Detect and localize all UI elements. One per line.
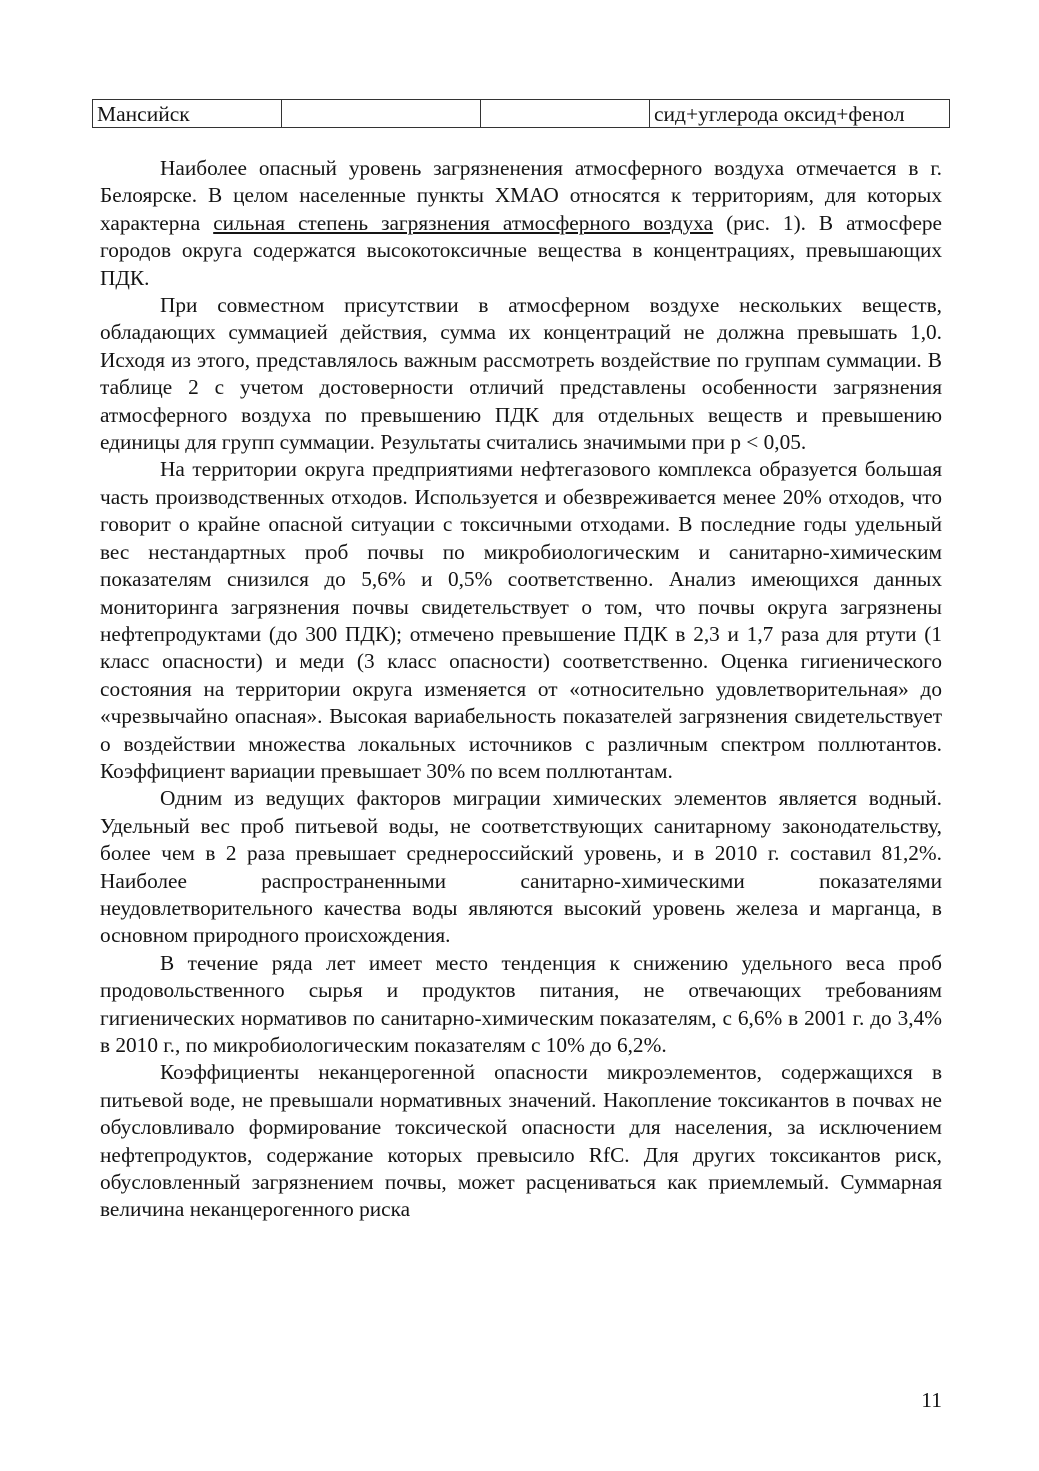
paragraph-text: Наиболее опасный уровень загрязненения атмосферного воздуха отмечается в г. Белоярске. В целом населенные пункты ХМАО относятся к территориям, для которых характерна [100, 156, 942, 235]
table-cell: Мансийск [93, 100, 282, 128]
body-text [100, 155, 942, 1224]
table-cell: сид+углерода оксид+фенол [650, 100, 950, 128]
table-row [93, 100, 950, 128]
underlined-phrase: сильная степень загрязнения атмосферного воздуха [213, 210, 714, 235]
paragraph: На территории округа предприятиями нефтегазового комплекса образуется большая часть производственных отходов. Используется и обезвреживается менее 20% отходов, что говорит о крайне опасной ситуации с токсичными отходами. В последние годы удельный вес нестандартных проб почвы по микробиологическим и санитарно-химическим показателям снизился до 5,6% и 0,5% соответственно. Анализ имеющихся данных мониторинга загрязнения почвы свидетельствует о том, что почвы округа загрязнены нефтепродуктами (до 300 ПДК); отмечено превышение ПДК в 2,3 и 1,7 раза для ртути (1 класс опасности) и меди (3 класс опасности) соответственно. Оценка гигиенического состояния на территории округа изменяется от «относительно удовлетворительная» до «чрезвычайно опасная». Высокая вариабельность показателей загрязнения свидетельствует о воздействии множества локальных источников с различным спектром поллютантов. Коэффициент вариации превышает 30% по всем поллютантам. [100, 457, 942, 783]
paragraph: В течение ряда лет имеет место тенденция к снижению удельного веса проб продовольственного сырья и продуктов питания, не отвечающих требованиям гигиенических нормативов по санитарно-химическим показателям, с 6,6% в 2001 г. до 3,4% в 2010 г., по микробиологическим показателям с 10% до 6,2%. [100, 950, 942, 1057]
table-cell [481, 100, 650, 128]
continued-table [92, 99, 950, 128]
paragraph [100, 155, 942, 292]
table-cell [282, 100, 481, 128]
paragraph-text: (рис. 1). В атмосфере городов округа содержатся высокотоксичные вещества в концентрациях, превышающих ПДК. [100, 210, 942, 290]
paragraph: При совместном присутствии в атмосферном воздухе нескольких веществ, обладающих суммацией действия, сумма их концентраций не должна превышать 1,0. Исходя из этого, представлялось важным рассмотреть воздействие по группам суммации. В таблице 2 с учетом достоверности отличий представлены особенности загрязнения атмосферного воздуха по превышению ПДК для отдельных веществ и превышению единицы для групп суммации. Результаты считались значимыми при р < 0,05. [100, 293, 942, 455]
paragraph: Коэффициенты неканцерогенной опасности микроэлементов, содержащихся в питьевой воде, не превышали нормативных значений. Накопление токсикантов в почвах не обусловливало формирование токсической опасности для населения, за исключением нефтепродуктов, содержание которых превысило RfC. Для других токсикантов риск, обусловленный загрязнением почвы, может расцениваться как приемлемый. Суммарная величина неканцерогенного риска [100, 1060, 942, 1222]
paragraph: Одним из ведущих факторов миграции химических элементов является водный. Удельный вес проб питьевой воды, не соответствующих санитарному законодательству, более чем в 2 раза превышает среднероссийский уровень, и в 2010 г. составил 81,2%. Наиболее распространенными санитарно-химическими показателями неудовлетворительного качества воды являются высокий уровень железа и марганца, в основном природного происхождения. [100, 786, 942, 948]
page-number: 11 [921, 1388, 942, 1412]
